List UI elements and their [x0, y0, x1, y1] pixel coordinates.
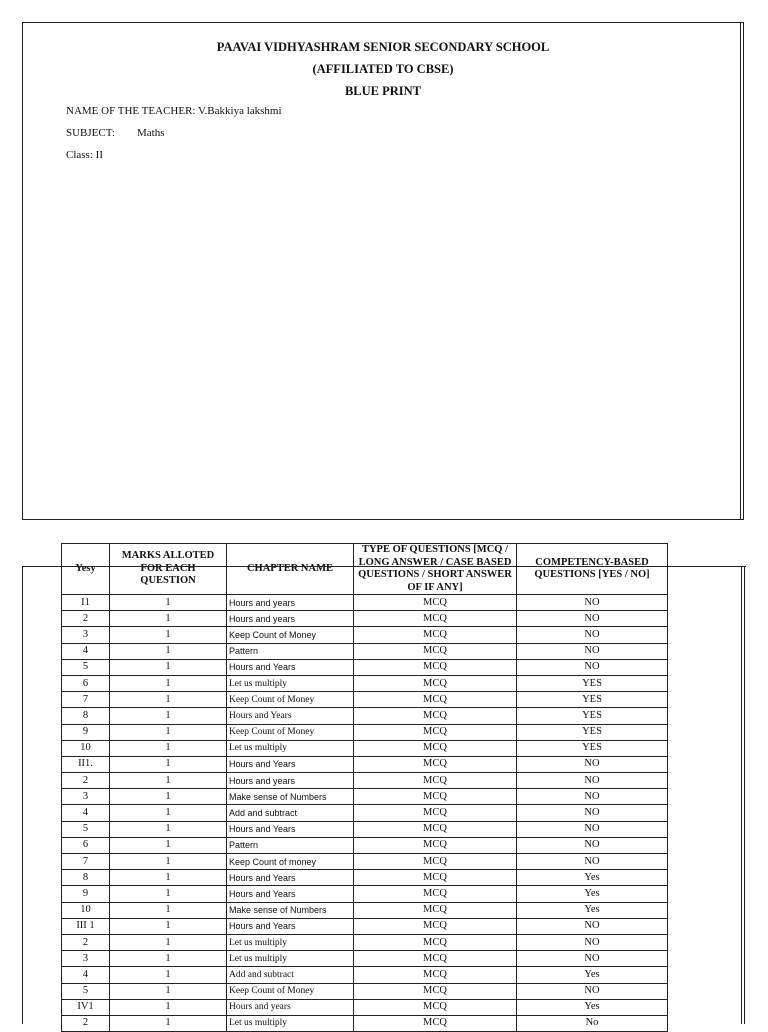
class-line — [66, 149, 103, 161]
table-row — [62, 934, 668, 950]
competency-cell: YES — [517, 724, 668, 740]
competency-cell: NO — [517, 918, 668, 934]
question-type-cell: MCQ — [354, 627, 517, 643]
chapter-name-cell: Hours and Years — [227, 659, 354, 675]
chapter-name-cell: Keep Count of Money — [227, 692, 354, 708]
question-type-cell: MCQ — [354, 854, 517, 870]
chapter-name-cell: Hours and Years — [227, 708, 354, 724]
column-header-question: Yesy — [62, 544, 110, 595]
page-one-frame — [22, 22, 744, 520]
question-number-cell: 6 — [62, 837, 110, 853]
marks-cell: 1 — [110, 740, 227, 756]
column-header-competency: COMPETENCY-BASED QUESTIONS [YES / NO] — [517, 544, 668, 595]
chapter-name-cell: Hours and years — [227, 999, 354, 1015]
marks-cell: 1 — [110, 643, 227, 659]
chapter-name-cell: Let us multiply — [227, 934, 354, 950]
page-two-right-border — [744, 566, 745, 1024]
question-type-cell: MCQ — [354, 611, 517, 627]
question-number-cell: 8 — [62, 708, 110, 724]
question-number-cell: 2 — [62, 1015, 110, 1031]
question-number-cell: 8 — [62, 870, 110, 886]
question-type-cell: MCQ — [354, 659, 517, 675]
question-number-cell: 3 — [62, 789, 110, 805]
table-row — [62, 756, 668, 772]
question-type-cell: MCQ — [354, 951, 517, 967]
table-body — [62, 595, 668, 1032]
competency-cell: NO — [517, 951, 668, 967]
question-number-cell: 4 — [62, 967, 110, 983]
question-type-cell: MCQ — [354, 789, 517, 805]
marks-cell: 1 — [110, 999, 227, 1015]
question-type-cell: MCQ — [354, 773, 517, 789]
competency-cell: NO — [517, 934, 668, 950]
marks-cell: 1 — [110, 837, 227, 853]
marks-cell: 1 — [110, 967, 227, 983]
marks-cell: 1 — [110, 756, 227, 772]
competency-cell: NO — [517, 837, 668, 853]
chapter-name-cell: Add and subtract — [227, 967, 354, 983]
question-number-cell: 2 — [62, 934, 110, 950]
question-number-cell: 4 — [62, 805, 110, 821]
chapter-name-cell: Hours and Years — [227, 821, 354, 837]
table-row — [62, 805, 668, 821]
class-label: Class: — [66, 149, 93, 161]
question-type-cell: MCQ — [354, 805, 517, 821]
table-row — [62, 999, 668, 1015]
table-row — [62, 659, 668, 675]
chapter-name-cell: Let us multiply — [227, 675, 354, 691]
table-header-row — [62, 544, 668, 595]
marks-cell: 1 — [110, 934, 227, 950]
table-row — [62, 854, 668, 870]
chapter-name-cell: Hours and Years — [227, 756, 354, 772]
marks-cell: 1 — [110, 789, 227, 805]
question-number-cell: 2 — [62, 773, 110, 789]
competency-cell: NO — [517, 643, 668, 659]
marks-cell: 1 — [110, 983, 227, 999]
question-type-cell: MCQ — [354, 983, 517, 999]
document-title: BLUE PRINT — [344, 84, 422, 98]
table-row — [62, 789, 668, 805]
chapter-name-cell: Let us multiply — [227, 740, 354, 756]
competency-cell: NO — [517, 756, 668, 772]
table-row — [62, 951, 668, 967]
subject-label: SUBJECT: — [66, 127, 115, 139]
table-row — [62, 967, 668, 983]
question-number-cell: 2 — [62, 611, 110, 627]
question-type-cell: MCQ — [354, 934, 517, 950]
chapter-name-cell: Keep Count of Money — [227, 724, 354, 740]
competency-cell: YES — [517, 708, 668, 724]
chapter-name-cell: Make sense of Numbers — [227, 789, 354, 805]
question-type-cell: MCQ — [354, 692, 517, 708]
question-type-cell: MCQ — [354, 999, 517, 1015]
competency-cell: NO — [517, 627, 668, 643]
teacher-label: NAME OF THE TEACHER: — [66, 105, 196, 117]
question-type-cell: MCQ — [354, 708, 517, 724]
table-row — [62, 627, 668, 643]
question-number-cell: 9 — [62, 886, 110, 902]
chapter-name-cell: Keep Count of money — [227, 854, 354, 870]
question-number-cell: 3 — [62, 627, 110, 643]
question-type-cell: MCQ — [354, 675, 517, 691]
table-row — [62, 740, 668, 756]
subject-value: Maths — [137, 127, 165, 139]
table-row — [62, 983, 668, 999]
competency-cell: NO — [517, 805, 668, 821]
chapter-name-cell: Add and subtract — [227, 805, 354, 821]
table-row — [62, 643, 668, 659]
question-type-cell: MCQ — [354, 724, 517, 740]
question-number-cell: 5 — [62, 821, 110, 837]
chapter-name-cell: Hours and Years — [227, 870, 354, 886]
school-name: PAAVAI VIDHYASHRAM SENIOR SECONDARY SCHOOL — [216, 40, 550, 54]
marks-cell: 1 — [110, 708, 227, 724]
question-type-cell: MCQ — [354, 967, 517, 983]
class-value: II — [95, 149, 103, 161]
question-number-cell: II1. — [62, 756, 110, 772]
table-row — [62, 595, 668, 611]
column-header-marks: MARKS ALLOTED FOR EACH QUESTION — [110, 544, 227, 595]
competency-cell: Yes — [517, 999, 668, 1015]
marks-cell: 1 — [110, 805, 227, 821]
question-number-cell: 9 — [62, 724, 110, 740]
page-two-top-border — [22, 566, 746, 567]
competency-cell: NO — [517, 983, 668, 999]
marks-cell: 1 — [110, 870, 227, 886]
competency-cell: NO — [517, 659, 668, 675]
subject-line — [66, 127, 165, 139]
question-type-cell: MCQ — [354, 643, 517, 659]
table-row — [62, 821, 668, 837]
competency-cell: NO — [517, 611, 668, 627]
marks-cell: 1 — [110, 1015, 227, 1031]
marks-cell: 1 — [110, 902, 227, 918]
chapter-name-cell: Hours and years — [227, 595, 354, 611]
question-type-cell: MCQ — [354, 1015, 517, 1031]
marks-cell: 1 — [110, 951, 227, 967]
marks-cell: 1 — [110, 675, 227, 691]
question-number-cell: 10 — [62, 740, 110, 756]
marks-cell: 1 — [110, 692, 227, 708]
competency-cell: Yes — [517, 902, 668, 918]
question-number-cell: 7 — [62, 854, 110, 870]
competency-cell: NO — [517, 789, 668, 805]
competency-cell: YES — [517, 692, 668, 708]
column-header-chapter: CHAPTER NAME — [227, 544, 354, 595]
table-row — [62, 870, 668, 886]
marks-cell: 1 — [110, 611, 227, 627]
chapter-name-cell: Hours and years — [227, 611, 354, 627]
table-row — [62, 708, 668, 724]
competency-cell: Yes — [517, 967, 668, 983]
marks-cell: 1 — [110, 918, 227, 934]
marks-cell: 1 — [110, 773, 227, 789]
teacher-line — [66, 105, 282, 117]
table-row — [62, 886, 668, 902]
teacher-value: V.Bakkiya lakshmi — [198, 105, 282, 117]
question-type-cell: MCQ — [354, 740, 517, 756]
question-number-cell: 10 — [62, 902, 110, 918]
competency-cell: No — [517, 1015, 668, 1031]
question-number-cell: IV1 — [62, 999, 110, 1015]
table-row — [62, 692, 668, 708]
chapter-name-cell: Make sense of Numbers — [227, 902, 354, 918]
chapter-name-cell: Keep Count of Money — [227, 627, 354, 643]
competency-cell: NO — [517, 595, 668, 611]
chapter-name-cell: Hours and years — [227, 773, 354, 789]
table-row — [62, 675, 668, 691]
question-number-cell: 5 — [62, 659, 110, 675]
chapter-name-cell: Pattern — [227, 643, 354, 659]
affiliation: (AFFILIATED TO CBSE) — [312, 62, 454, 76]
question-type-cell: MCQ — [354, 886, 517, 902]
marks-cell: 1 — [110, 821, 227, 837]
marks-cell: 1 — [110, 854, 227, 870]
competency-cell: NO — [517, 854, 668, 870]
question-number-cell: 7 — [62, 692, 110, 708]
competency-cell: Yes — [517, 886, 668, 902]
question-number-cell: 5 — [62, 983, 110, 999]
table-row — [62, 918, 668, 934]
table-row — [62, 773, 668, 789]
table-row — [62, 724, 668, 740]
marks-cell: 1 — [110, 595, 227, 611]
question-number-cell: III 1 — [62, 918, 110, 934]
chapter-name-cell: Let us multiply — [227, 1015, 354, 1031]
column-header-type: TYPE OF QUESTIONS [MCQ / LONG ANSWER / CASE BASED QUESTIONS / SHORT ANSWER OF IF ANY] — [354, 544, 517, 595]
chapter-name-cell: Pattern — [227, 837, 354, 853]
table-row — [62, 611, 668, 627]
chapter-name-cell: Let us multiply — [227, 951, 354, 967]
chapter-name-cell: Hours and Years — [227, 918, 354, 934]
question-type-cell: MCQ — [354, 870, 517, 886]
competency-cell: NO — [517, 821, 668, 837]
chapter-name-cell: Keep Count of Money — [227, 983, 354, 999]
page-two-left-border — [22, 566, 23, 1024]
marks-cell: 1 — [110, 659, 227, 675]
table-row — [62, 902, 668, 918]
chapter-name-cell: Hours and Years — [227, 886, 354, 902]
question-type-cell: MCQ — [354, 837, 517, 853]
competency-cell: Yes — [517, 870, 668, 886]
question-type-cell: MCQ — [354, 756, 517, 772]
table-row — [62, 1015, 668, 1031]
question-number-cell: 6 — [62, 675, 110, 691]
marks-cell: 1 — [110, 724, 227, 740]
page-two-inner-right-border — [741, 566, 742, 1024]
question-type-cell: MCQ — [354, 918, 517, 934]
competency-cell: YES — [517, 740, 668, 756]
question-number-cell: 4 — [62, 643, 110, 659]
question-number-cell: I1 — [62, 595, 110, 611]
question-type-cell: MCQ — [354, 902, 517, 918]
marks-cell: 1 — [110, 627, 227, 643]
competency-cell: NO — [517, 773, 668, 789]
blueprint-table — [61, 543, 668, 1032]
question-number-cell: 3 — [62, 951, 110, 967]
question-type-cell: MCQ — [354, 595, 517, 611]
marks-cell: 1 — [110, 886, 227, 902]
question-type-cell: MCQ — [354, 821, 517, 837]
competency-cell: YES — [517, 675, 668, 691]
table-row — [62, 837, 668, 853]
